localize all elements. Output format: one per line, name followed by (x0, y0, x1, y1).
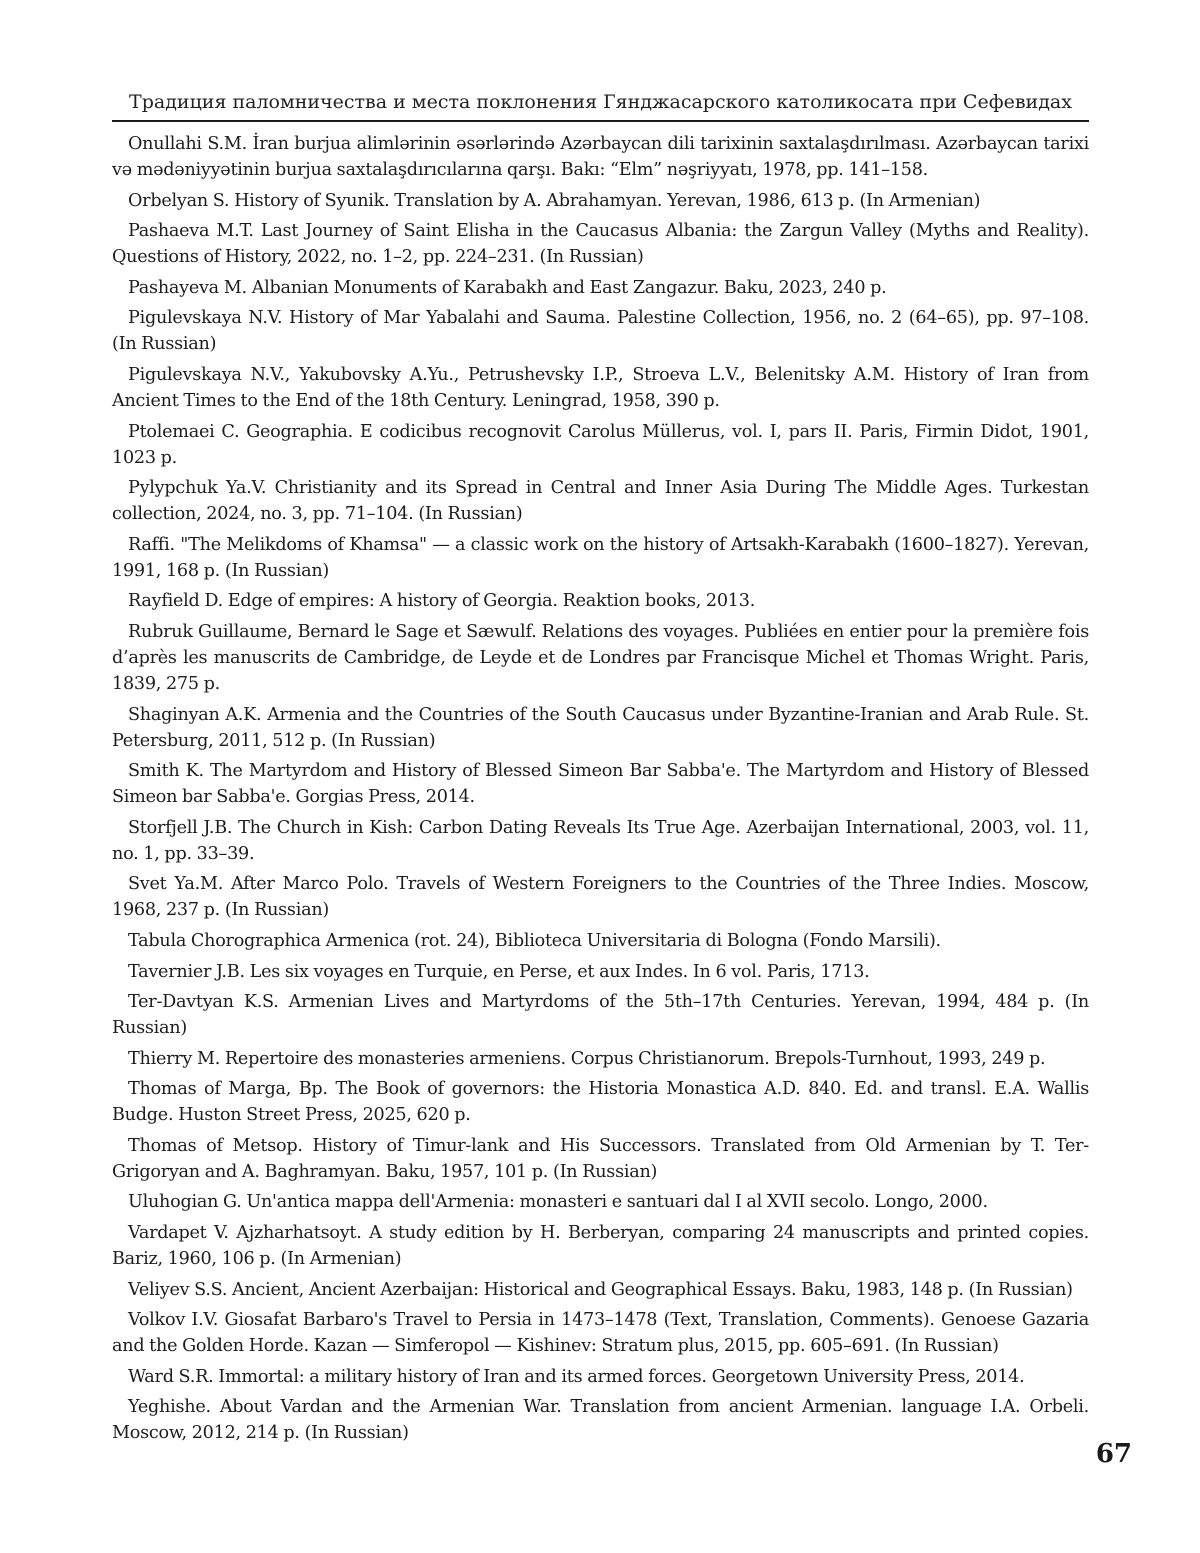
reference-item: Ward S.R. Immortal: a military history of Iran and its armed forces. Georgetown University Press, 2014. (112, 1364, 1089, 1390)
reference-item: Orbelyan S. History of Syunik. Translation by A. Abrahamyan. Yerevan, 1986, 613 p. (In Armenian) (112, 188, 1089, 214)
reference-item: Raffi. "The Melikdoms of Khamsa" — a classic work on the history of Artsakh-Karabakh (1600–1827). Yerevan, 1991, 168 p. (In Russian) (112, 532, 1089, 584)
reference-item: Rubruk Guillaume, Bernard le Sage et Sæwulf. Relations des voyages. Publiées en entier pour la première fois d’après les manuscrits de Cambridge, de Leyde et de Londres par Francisque Michel et Thomas Wright. Paris, 1839, 275 p. (112, 619, 1089, 697)
reference-list (112, 131, 1089, 1451)
reference-item: Volkov I.V. Giosafat Barbaro's Travel to Persia in 1473–1478 (Text, Translation, Comments). Genoese Gazaria and the Golden Horde. Kazan — Simferopol — Kishinev: Stratum plus, 2015, pp. 605–691. (In Russian) (112, 1307, 1089, 1359)
reference-item: Onullahi S.M. İran burjua alimlərinin əsərlərində Azərbaycan dili tarixinin saxtalaşdırılması. Azərbaycan tarixi və mədəniyyətinin burjua saxtalaşdırıcılarına qarşı. Bakı: “Elm” nəşriyyatı, 1978, pp. 141–158. (112, 131, 1089, 183)
reference-item: Pashaeva M.T. Last Journey of Saint Elisha in the Caucasus Albania: the Zargun Valley (Myths and Reality). Questions of History, 2022, no. 1–2, pp. 224–231. (In Russian) (112, 218, 1089, 270)
reference-item: Thierry M. Repertoire des monasteries armeniens. Corpus Christianorum. Brepols-Turnhout, 1993, 249 p. (112, 1046, 1089, 1072)
reference-item: Pashayeva M. Albanian Monuments of Karabakh and East Zangazur. Baku, 2023, 240 p. (112, 275, 1089, 301)
reference-item: Pigulevskaya N.V., Yakubovsky A.Yu., Petrushevsky I.P., Stroeva L.V., Belenitsky A.M. History of Iran from Ancient Times to the End of the 18th Century. Leningrad, 1958, 390 p. (112, 362, 1089, 414)
reference-item: Thomas of Marga, Bp. The Book of governors: the Historia Monastica A.D. 840. Ed. and transl. E.A. Wallis Budge. Huston Street Press, 2025, 620 p. (112, 1076, 1089, 1128)
reference-item: Shaginyan A.K. Armenia and the Countries of the South Caucasus under Byzantine-Iranian and Arab Rule. St. Petersburg, 2011, 512 p. (In Russian) (112, 702, 1089, 754)
reference-item: Smith K. The Martyrdom and History of Blessed Simeon Bar Sabba'e. The Martyrdom and History of Blessed Simeon bar Sabba'e. Gorgias Press, 2014. (112, 758, 1089, 810)
reference-item: Svet Ya.M. After Marco Polo. Travels of Western Foreigners to the Countries of the Three Indies. Moscow, 1968, 237 p. (In Russian) (112, 871, 1089, 923)
reference-item: Ter-Davtyan K.S. Armenian Lives and Martyrdoms of the 5th–17th Centuries. Yerevan, 1994, 484 p. (In Russian) (112, 989, 1089, 1041)
page-number: 67 (1096, 1438, 1132, 1470)
reference-item: Storfjell J.B. The Church in Kish: Carbon Dating Reveals Its True Age. Azerbaijan International, 2003, vol. 11, no. 1, pp. 33–39. (112, 815, 1089, 867)
reference-item: Pylypchuk Ya.V. Christianity and its Spread in Central and Inner Asia During The Middle Ages. Turkestan collection, 2024, no. 3, pp. 71–104. (In Russian) (112, 475, 1089, 527)
reference-item: Tavernier J.B. Les six voyages en Turquie, en Perse, et aux Indes. In 6 vol. Paris, 1713. (112, 959, 1089, 985)
reference-item: Veliyev S.S. Ancient, Ancient Azerbaijan: Historical and Geographical Essays. Baku, 1983, 148 p. (In Russian) (112, 1277, 1089, 1303)
reference-item: Ptolemaei C. Geographia. E codicibus recognovit Carolus Müllerus, vol. I, pars II. Paris, Firmin Didot, 1901, 1023 p. (112, 419, 1089, 471)
reference-item: Tabula Chorographica Armenica (rot. 24), Biblioteca Universitaria di Bologna (Fondo Marsili). (112, 928, 1089, 954)
reference-item: Thomas of Metsop. History of Timur-lank and His Successors. Translated from Old Armenian by T. Ter-Grigoryan and A. Baghramyan. Baku, 1957, 101 p. (In Russian) (112, 1133, 1089, 1185)
reference-item: Vardapet V. Ajzharhatsoyt. A study edition by H. Berberyan, comparing 24 manuscripts and printed copies. Bariz, 1960, 106 p. (In Armenian) (112, 1220, 1089, 1272)
reference-item: Pigulevskaya N.V. History of Mar Yabalahi and Sauma. Palestine Collection, 1956, no. 2 (64–65), pp. 97–108. (In Russian) (112, 305, 1089, 357)
reference-item: Rayfield D. Edge of empires: A history of Georgia. Reaktion books, 2013. (112, 588, 1089, 614)
running-header: Традиция паломничества и места поклонения Гянджасарского католикосата при Сефевидах (112, 90, 1089, 114)
reference-item: Yeghishe. About Vardan and the Armenian War. Translation from ancient Armenian. language I.A. Orbeli. Moscow, 2012, 214 p. (In Russian) (112, 1394, 1089, 1446)
header-rule (112, 120, 1089, 122)
reference-item: Uluhogian G. Un'antica mappa dell'Armenia: monasteri e santuari dal I al XVII secolo. Longo, 2000. (112, 1189, 1089, 1215)
